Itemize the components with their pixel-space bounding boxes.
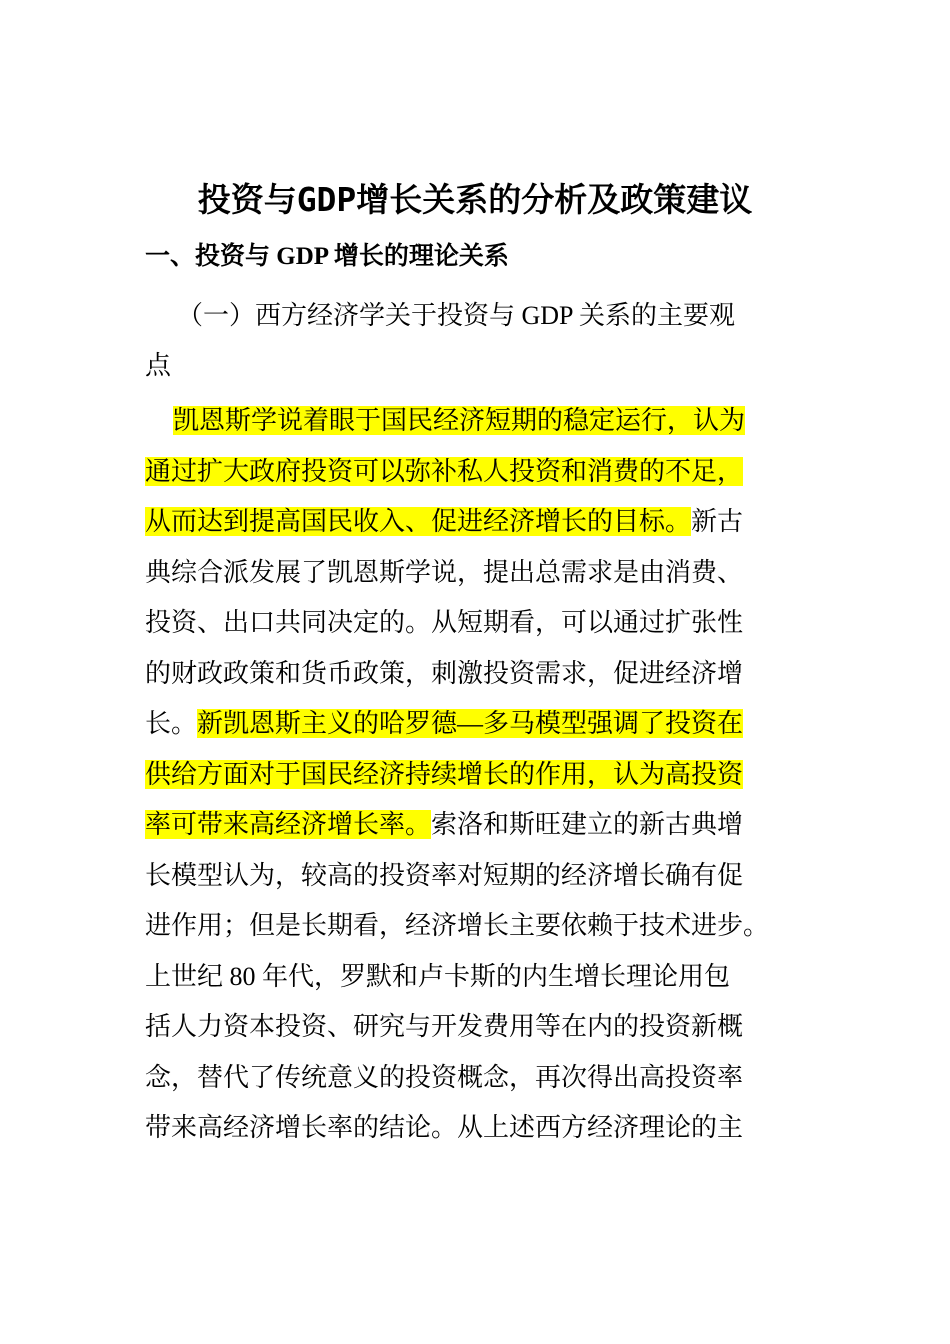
highlighted-text: 供给方面对于国民经济持续增长的作用，认为高投资	[145, 759, 744, 789]
paragraph-line	[145, 800, 835, 851]
paragraph-line	[145, 851, 835, 902]
paragraph-text: 的财政政策和货币政策，刺激投资需求，促进经济增	[145, 658, 744, 688]
paragraph-text: 索洛和斯旺建立的新古典增	[431, 810, 744, 839]
paragraph-line	[145, 396, 835, 447]
paragraph-line	[145, 1053, 835, 1104]
highlighted-text: 凯恩斯学说着眼于国民经济短期的稳定运行，认为	[173, 406, 746, 435]
paragraph-line	[145, 699, 835, 750]
paragraph-text: 进作用；但是长期看，经济增长主要依赖于技术进步。	[145, 911, 770, 940]
subsection-heading	[145, 291, 805, 391]
paragraph-text: 新古	[691, 507, 744, 536]
paragraph-text: 长。	[145, 709, 198, 738]
paragraph-line	[145, 497, 835, 548]
paragraph-line	[145, 447, 835, 498]
paragraph-line	[145, 952, 835, 1003]
paragraph-line	[145, 1002, 835, 1053]
body-paragraph	[145, 396, 835, 1154]
paragraph-text: 念，替代了传统意义的投资概念，再次得出高投资率	[145, 1062, 744, 1092]
paragraph-line	[145, 1103, 835, 1154]
highlighted-text: 通过扩大政府投资可以弥补私人投资和消费的不足，	[145, 456, 744, 486]
highlighted-text: 新凯恩斯主义的哈罗德—多马模型强调了投资在	[197, 709, 744, 738]
subsection-heading-line-2: 点	[145, 351, 172, 380]
paragraph-text: 投资、出口共同决定的。从短期看，可以通过扩张性	[145, 608, 744, 637]
document-title: 投资与GDP增长关系的分析及政策建议	[197, 180, 753, 219]
paragraph-text: 上世纪 80 年代，罗默和卢卡斯的内生增长理论用包	[145, 961, 731, 991]
paragraph-text: 典综合派发展了凯恩斯学说，提出总需求是由消费、	[145, 557, 744, 587]
paragraph-line	[145, 750, 835, 801]
paragraph-line	[145, 901, 835, 952]
highlighted-text: 从而达到提高国民收入、促进经济增长的目标。	[145, 507, 692, 536]
paragraph-line	[145, 649, 835, 700]
paragraph-line	[145, 598, 835, 649]
paragraph-line	[145, 548, 835, 599]
paragraph-text: 括人力资本投资、研究与开发费用等在内的投资新概	[145, 1012, 744, 1041]
paragraph-text: 带来高经济增长率的结论。从上述西方经济理论的主	[145, 1113, 744, 1142]
highlighted-text: 率可带来高经济增长率。	[145, 810, 432, 839]
subsection-heading-line-1: （一）西方经济学关于投资与 GDP 关系的主要观	[177, 301, 736, 330]
section-heading: 一、投资与 GDP 增长的理论关系	[145, 243, 509, 270]
paragraph-text: 长模型认为，较高的投资率对短期的经济增长确有促	[145, 860, 744, 890]
